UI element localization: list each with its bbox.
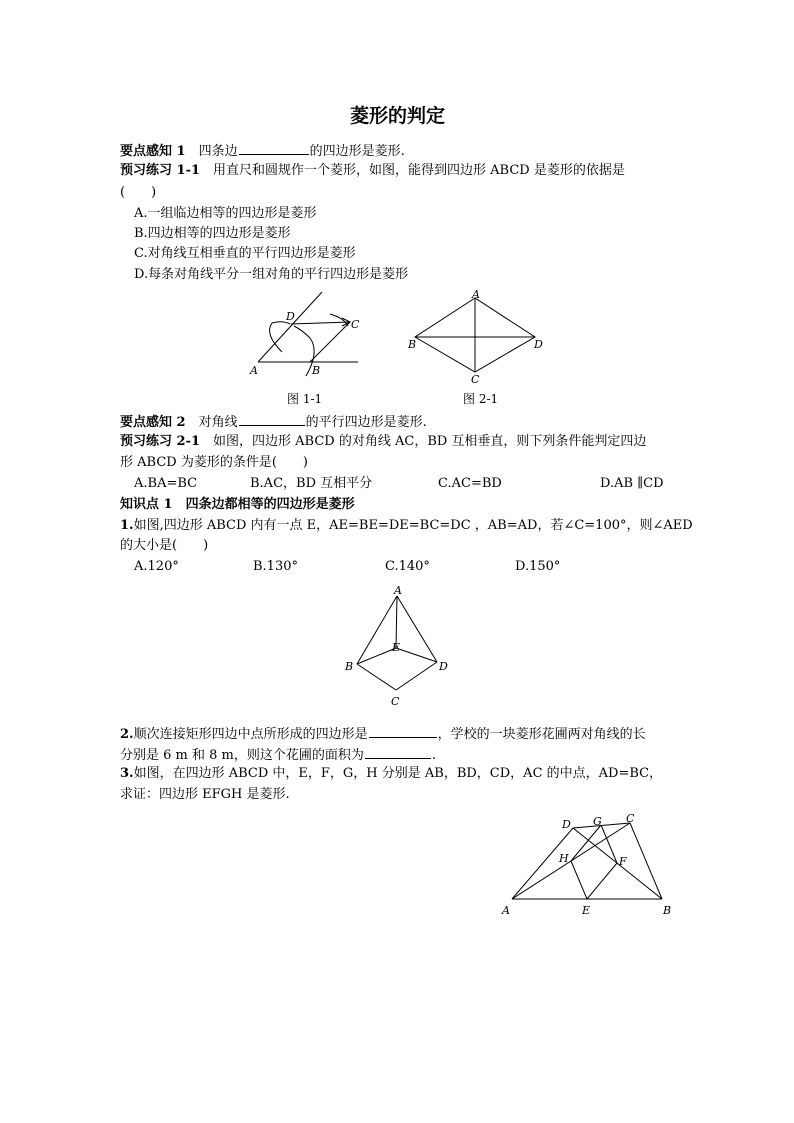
fig21-label-a: A [472, 288, 480, 301]
question-1-option-d: D.150° [515, 559, 561, 574]
key-point-1-text-before: 四条边 [198, 144, 238, 159]
question-3-number: 3. [120, 766, 134, 781]
practice-1-1-question: 用直尺和圆规作一个菱形，如图，能得到四边形 ABCD 是菱形的依据是 [213, 163, 625, 178]
fig11-label-c: C [351, 318, 360, 331]
fig-q3-label-c: C [626, 812, 635, 825]
practice-1-1-bracket: ( ) [120, 185, 157, 200]
practice-2-1-option-b: B.AC，BD 互相平分 [250, 476, 373, 491]
question-3-line2: 求证：四边形 EFGH 是菱形. [120, 787, 290, 802]
fig11-arc-1 [270, 322, 290, 352]
fig-q3-line-bd [573, 828, 662, 899]
key-point-1-blank[interactable] [239, 141, 309, 155]
question-2-line2 [120, 745, 436, 764]
practice-2-1-option-d: D.AB ∥CD [600, 476, 664, 491]
practice-2-1-option-c: C.AC=BD [438, 476, 502, 491]
fig-q3-line-fe [587, 863, 617, 899]
key-point-2-label: 要点感知 2 [120, 415, 186, 430]
practice-2-1-line2: 形 ABCD 为菱形的条件是( ) [120, 455, 308, 470]
fig11-label-b: B [312, 364, 321, 377]
practice-2-1-line1 [120, 434, 646, 450]
question-1-line2: 的大小是( ) [120, 538, 209, 553]
fig-q3-label-e: E [582, 904, 591, 917]
question-3-text: 如图，在四边形 ABCD 中，E，F，G，H 分别是 AB，BD，CD，AC 的中点，AD=BC， [133, 766, 663, 781]
practice-2-1-label: 预习练习 2-1 [120, 434, 201, 449]
question-2-text-3: 分别是 6 m 和 8 m，则这个花圃的面积为 [120, 748, 364, 763]
fig21-label-c: C [471, 373, 480, 386]
fig-q3-label-b: B [663, 904, 672, 917]
practice-1-1-option-d: D.每条对角线平分一组对角的平行四边形是菱形 [134, 267, 409, 282]
practice-1-1-line1 [120, 163, 625, 179]
fig-q3-label-a: A [502, 904, 510, 917]
fig-q1-line-ab [357, 596, 397, 664]
practice-2-1-question: 如图，四边形 ABCD 的对角线 AC，BD 互相垂直，则下列条件能判定四边 [213, 434, 647, 449]
figure-2-1 [405, 290, 555, 385]
fig-q1-label-b: B [345, 660, 354, 673]
figure-1-1 [250, 290, 370, 380]
question-2-text-2: ，学校的一块菱形花圃两对角线的长 [437, 727, 646, 742]
knowledge-point-1-heading: 知识点 1 四条边都相等的四边形是菱形 [120, 497, 355, 512]
figure-question-1 [340, 582, 460, 707]
page-title: 菱形的判定 [350, 105, 446, 127]
fig-q1-line-be [357, 648, 396, 664]
fig-q3-label-f: F [619, 855, 627, 868]
question-2-text-4: . [431, 748, 436, 763]
fig11-line-bc [310, 322, 350, 362]
figure-1-1-caption: 图 1-1 [287, 392, 323, 406]
practice-2-1-option-a: A.BA=BC [134, 476, 198, 491]
practice-1-1-option-a: A.一组临边相等的四边形是菱形 [134, 206, 317, 221]
question-2-text-1: 顺次连接矩形四边中点所形成的四边形是 [133, 727, 368, 742]
question-1-line1 [120, 518, 693, 534]
fig-q3-label-g: G [593, 815, 602, 828]
question-1-option-c: C.140° [385, 559, 430, 574]
fig-q1-line-ad [397, 596, 437, 662]
question-1-option-b: B.130° [253, 559, 298, 574]
fig-q1-label-d: D [439, 660, 448, 673]
question-1-option-a: A.120° [134, 559, 179, 574]
figure-question-3 [500, 810, 675, 920]
fig-q3-line-cb [630, 823, 662, 899]
practice-1-1-option-c: C.对角线互相垂直的平行四边形是菱形 [134, 246, 356, 261]
fig-q1-line-de [396, 648, 437, 662]
key-point-1 [120, 141, 405, 160]
key-point-2 [120, 412, 427, 431]
fig-q1-line-bc [357, 664, 396, 690]
fig-q3-label-d: D [562, 818, 571, 831]
practice-1-1-label: 预习练习 1-1 [120, 163, 201, 178]
fig11-label-a: A [250, 364, 258, 377]
fig11-line-dc [291, 322, 350, 324]
practice-1-1-option-b: B.四边相等的四边形是菱形 [134, 226, 291, 241]
question-2-blank-2[interactable] [365, 745, 431, 759]
fig21-label-b: B [408, 338, 417, 351]
key-point-2-blank[interactable] [239, 412, 305, 426]
question-2-number: 2. [120, 727, 134, 742]
fig-q1-label-c: C [391, 695, 400, 708]
fig11-label-d: D [286, 310, 295, 323]
key-point-2-text-before: 对角线 [198, 415, 238, 430]
fig-q3-label-h: H [559, 852, 569, 865]
fig11-slanted-line [258, 292, 322, 362]
question-1-number: 1. [120, 518, 134, 533]
fig-q1-label-a: A [394, 584, 402, 597]
key-point-1-label: 要点感知 1 [120, 144, 186, 159]
question-2-line1 [120, 724, 646, 743]
question-2-blank-1[interactable] [369, 724, 437, 738]
fig21-label-d: D [534, 338, 543, 351]
question-1-text: 如图,四边形 ABCD 内有一点 E，AE=BE=DE=BC=DC ，AB=AD，若∠C=100°，则∠AED [133, 518, 693, 533]
key-point-2-text-after: 的平行四边形是菱形. [305, 415, 427, 430]
fig-q1-label-e: E [392, 641, 401, 654]
fig-q1-line-dc [396, 662, 437, 690]
fig-q3-line-eh [571, 861, 587, 899]
question-3-line1 [120, 766, 662, 782]
key-point-1-text-after: 的四边形是菱形. [309, 144, 405, 159]
figure-2-1-caption: 图 2-1 [463, 392, 499, 406]
